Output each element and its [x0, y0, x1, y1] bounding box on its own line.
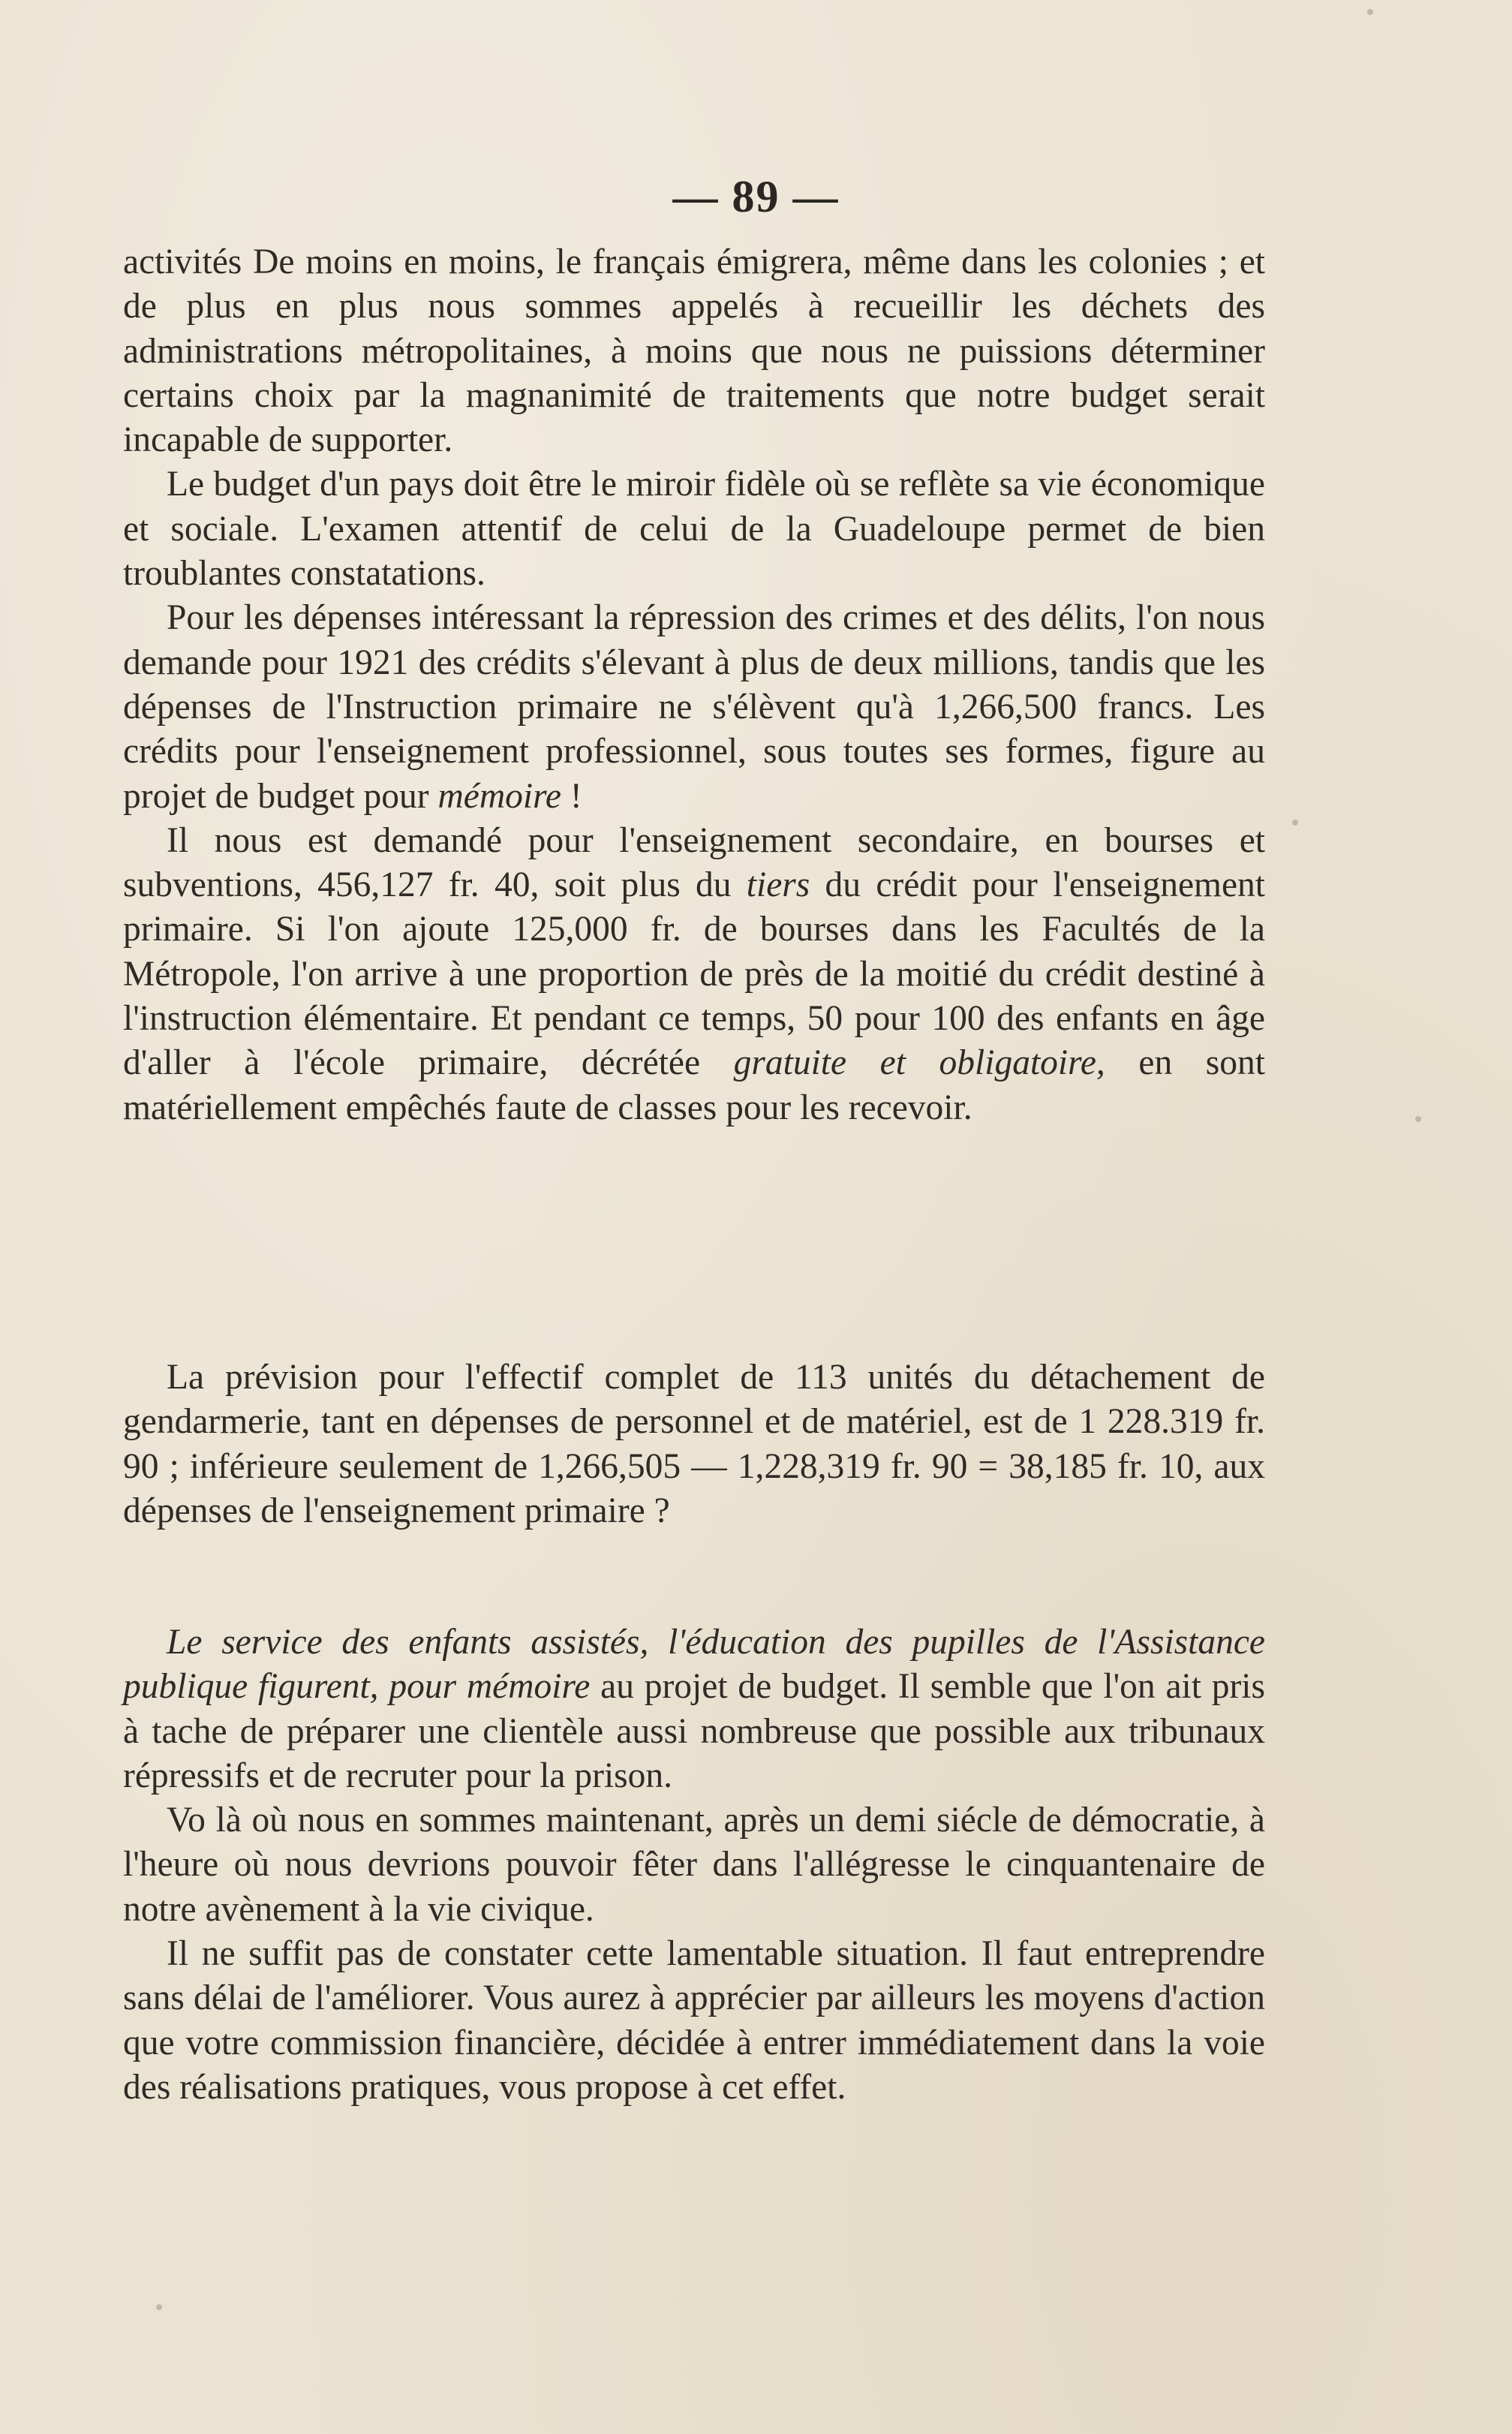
- text-block-budget-analysis: [123, 240, 1265, 1130]
- italic-gratuite-obligatoire: gratuite et obligatoire,: [733, 1043, 1105, 1083]
- text-block-gendarmerie: [123, 1355, 1265, 1533]
- paragraph-text: !: [561, 776, 582, 816]
- paragraph-budget-mirror: Le budget d'un pays doit être le miroir fidèle où se reflète sa vie économique et sociale. L'examen attentif de celui de la Guadeloupe permet de bien troublantes constatations.: [123, 465, 1265, 594]
- paragraph-text: Pour les dépenses intéressant la répression des crimes et des délits, l'on nous demande pour 1921 des crédits s'élevant à plus de deux millions, tandis que les dépenses de l'Instruction primaire ne s'élèvent qu'à 1,266,500 francs. Les crédits pour l'enseignement professionnel, sous toutes ses formes, figure au projet de budget pour: [123, 598, 1265, 816]
- italic-memoire: mémoire: [437, 776, 561, 816]
- paragraph-conclusion: Il ne suffit pas de constater cette lamentable situation. Il faut entreprendre sans délai de l'améliorer. Vous aurez à apprécier par ailleurs les moyens d'action que votre commission financière, décidée à entrer immédiatement dans la voie des réalisations pratiques, vous propose à cet effet.: [123, 1934, 1265, 2107]
- text-block-assistance: [123, 1620, 1265, 2110]
- paragraph-repression-expenses: [123, 596, 1265, 818]
- paragraph-assistance-publique: [123, 1620, 1265, 1798]
- paragraph-text: Il nous est demandé pour l'enseignement secondaire, en bourses et subventions, 456,127 fr. 40, soit plus du: [123, 820, 1265, 905]
- paper-speck: [1415, 1116, 1421, 1122]
- paragraph-continuation: activités De moins en moins, le français émigrera, même dans les colonies ; et de plus en plus nous sommes appelés à recueillir les déchets des administrations métropolitaines, à moins que nous ne puissions déterminer certains choix par la magnanimité de traitements que notre budget serait incapable de supporter.: [123, 242, 1265, 460]
- paper-speck: [1367, 9, 1373, 15]
- page-number: — 89 —: [672, 172, 840, 221]
- paragraph-gendarmerie: La prévision pour l'effectif complet de 113 unités du détachement de gendarmerie, tant en dépenses de personnel et de matériel, est de 1 228.319 fr. 90 ; inférieure seulement de 1,266,505 — 1,228,319 fr. 90 = 38,185 fr. 10, aux dépenses de l'enseignement primaire ?: [123, 1358, 1265, 1530]
- paragraph-text: du crédit pour l'enseignement primaire. Si l'on ajoute 125,000 fr. de bourses dans les Facultés de la Métropole, l'on arrive à une proportion de près de la moitié du crédit destiné à l'instruction élémentaire. Et pendant ce temps, 50 pour 100 des enfants en âge d'aller à l'école primaire, décrétée: [123, 865, 1266, 1083]
- paper-speck: [1292, 820, 1298, 826]
- paragraph-text: en sont matériellement empêchés faute de classes pour les recevoir.: [123, 1043, 1265, 1127]
- paragraph-democratie: Vo là où nous en sommes maintenant, après un demi siécle de démocratie, à l'heure où nous devrions pouvoir fêter dans l'allégresse le cinquantenaire de notre avènement à la vie civique.: [123, 1801, 1265, 1929]
- italic-service-enfants: Le service des enfants assistés, l'éducation des pupilles de l'Assistance publique figurent, pour mémoire: [123, 1623, 1265, 1707]
- italic-tiers: tiers: [746, 865, 810, 905]
- paper-speck: [156, 2304, 162, 2310]
- paragraph-secondary-education: [123, 819, 1265, 1130]
- paragraph-text: au projet de budget. Il semble que l'on ait pris à tache de préparer une clientèle aussi nombreuse que possible aux tribunaux répressifs et de recruter pour la prison.: [123, 1667, 1265, 1795]
